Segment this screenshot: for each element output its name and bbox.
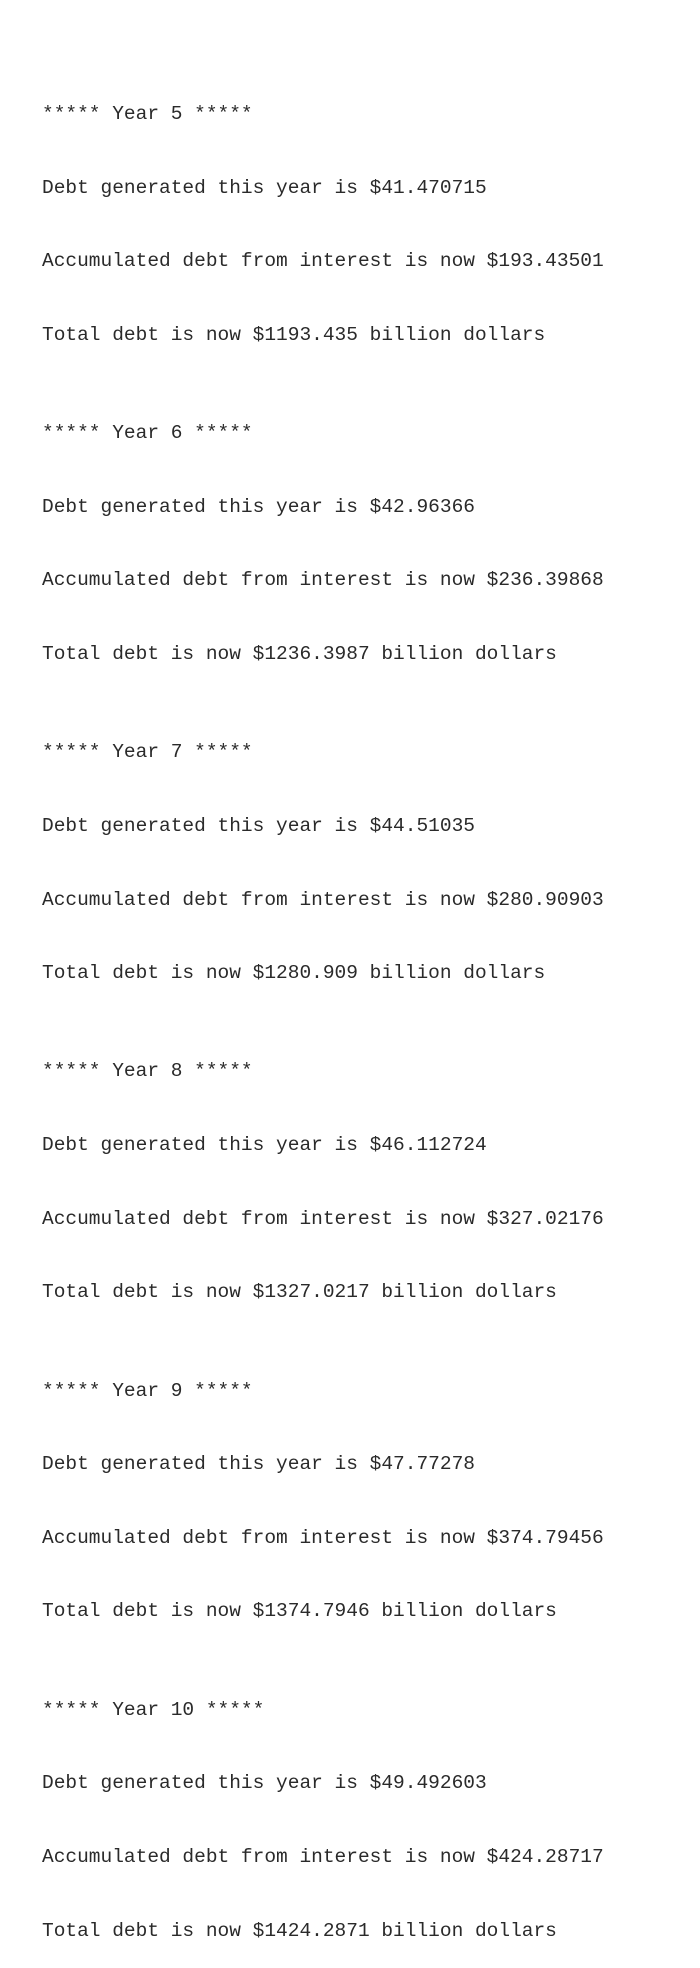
year-header: ***** Year 9 *****	[42, 1379, 253, 1402]
console-output	[42, 53, 604, 1968]
year-header: ***** Year 6 *****	[42, 422, 253, 445]
total-debt-line: Total debt is now $1193.435 billion dollars	[42, 324, 546, 347]
accumulated-interest-line: Accumulated debt from interest is now $374.79456	[42, 1526, 604, 1549]
debt-generated-line: Debt generated this year is $47.77278	[42, 1453, 475, 1476]
total-debt-line: Total debt is now $1280.909 billion dollars	[42, 962, 546, 985]
debt-generated-line: Debt generated this year is $44.51035	[42, 814, 475, 837]
debt-generated-line: Debt generated this year is $41.470715	[42, 176, 487, 199]
total-debt-line: Total debt is now $1374.7946 billion dollars	[42, 1600, 557, 1623]
year-header: ***** Year 7 *****	[42, 741, 253, 764]
accumulated-interest-line: Accumulated debt from interest is now $280.90903	[42, 888, 604, 911]
year-header: ***** Year 5 *****	[42, 103, 253, 126]
debt-generated-line: Debt generated this year is $42.96366	[42, 495, 475, 518]
accumulated-interest-line: Accumulated debt from interest is now $236.39868	[42, 569, 604, 592]
debt-generated-line: Debt generated this year is $49.492603	[42, 1772, 487, 1795]
total-debt-line: Total debt is now $1327.0217 billion dollars	[42, 1281, 557, 1304]
total-debt-line: Total debt is now $1236.3987 billion dollars	[42, 643, 557, 666]
year-header: ***** Year 8 *****	[42, 1060, 253, 1083]
accumulated-interest-line: Accumulated debt from interest is now $424.28717	[42, 1845, 604, 1868]
year-header: ***** Year 10 *****	[42, 1698, 265, 1721]
accumulated-interest-line: Accumulated debt from interest is now $327.02176	[42, 1207, 604, 1230]
total-debt-line: Total debt is now $1424.2871 billion dollars	[42, 1919, 557, 1942]
debt-generated-line: Debt generated this year is $46.112724	[42, 1134, 487, 1157]
accumulated-interest-line: Accumulated debt from interest is now $193.43501	[42, 250, 604, 273]
